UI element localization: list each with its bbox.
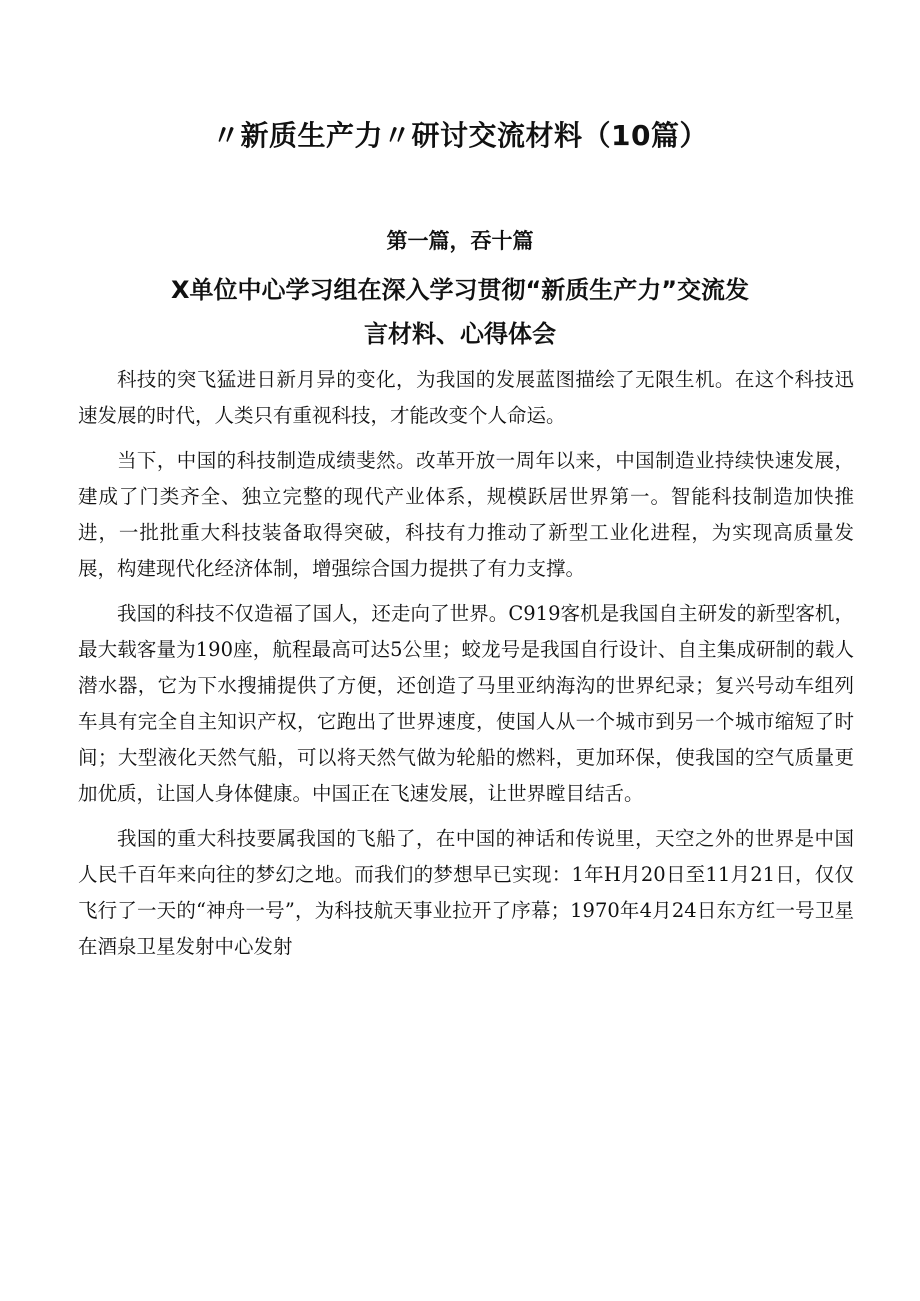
- article-title: [120, 268, 800, 356]
- body-paragraph: 科技的突飞猛进日新月异的变化，为我国的发展蓝图描绘了无限生机。在这个科技迅速发展的时代，人类只有重视科技，才能改变个人命运。: [78, 368, 854, 427]
- body-paragraph: 我国的重大科技要属我国的飞船了，在中国的神话和传说里，天空之外的世界是中国人民千百年来向往的梦幻之地。而我们的梦想早已实现：1年H月20日至11月21日，仅仅飞行了一天的“神舟一号”，为科技航天事业拉开了序幕；1970年4月24日东方红一号卫星在酒泉卫星发射中心发射: [78, 827, 854, 958]
- section-label: 第一篇，吞十篇: [386, 229, 534, 253]
- article-title-line-2: 言材料、心得体会: [364, 320, 556, 348]
- article-body: [78, 362, 854, 974]
- article-title-line-1: X单位中心学习组在深入学习贯彻“新质生产力”交流发: [170, 276, 750, 304]
- body-paragraph: 当下，中国的科技制造成绩斐然。改革开放一周年以来，中国制造业持续快速发展，建成了门类齐全、独立完整的现代产业体系，规模跃居世界第一。智能科技制造加快推进，一批批重大科技装备取得突破，科技有力推动了新型工业化进程，为实现高质量发展，构建现代化经济体制，增强综合国力提拱了有力支撑。: [78, 449, 854, 580]
- body-paragraph: 我国的科技不仅造福了国人，还走向了世界。C919客机是我国自主研发的新型客机，最大载客量为190座，航程最高可达5公里；蛟龙号是我国自行设计、自主集成研制的载人潜水器，它为下水搜捕提供了方便，还创造了马里亚纳海沟的世界纪录；复兴号动车组列车具有完全自主知识产权，它跑出了世界速度，使国人从一个城市到另一个城市缩短了时间；大型液化天然气船，可以将天然气做为轮船的燃料，更加环保，使我国的空气质量更加优质，让国人身体健康。中国正在飞速发展，让世界瞠目结舌。: [78, 602, 854, 805]
- document-title: 〃新质生产力〃研讨交流材料（10篇）: [212, 119, 708, 152]
